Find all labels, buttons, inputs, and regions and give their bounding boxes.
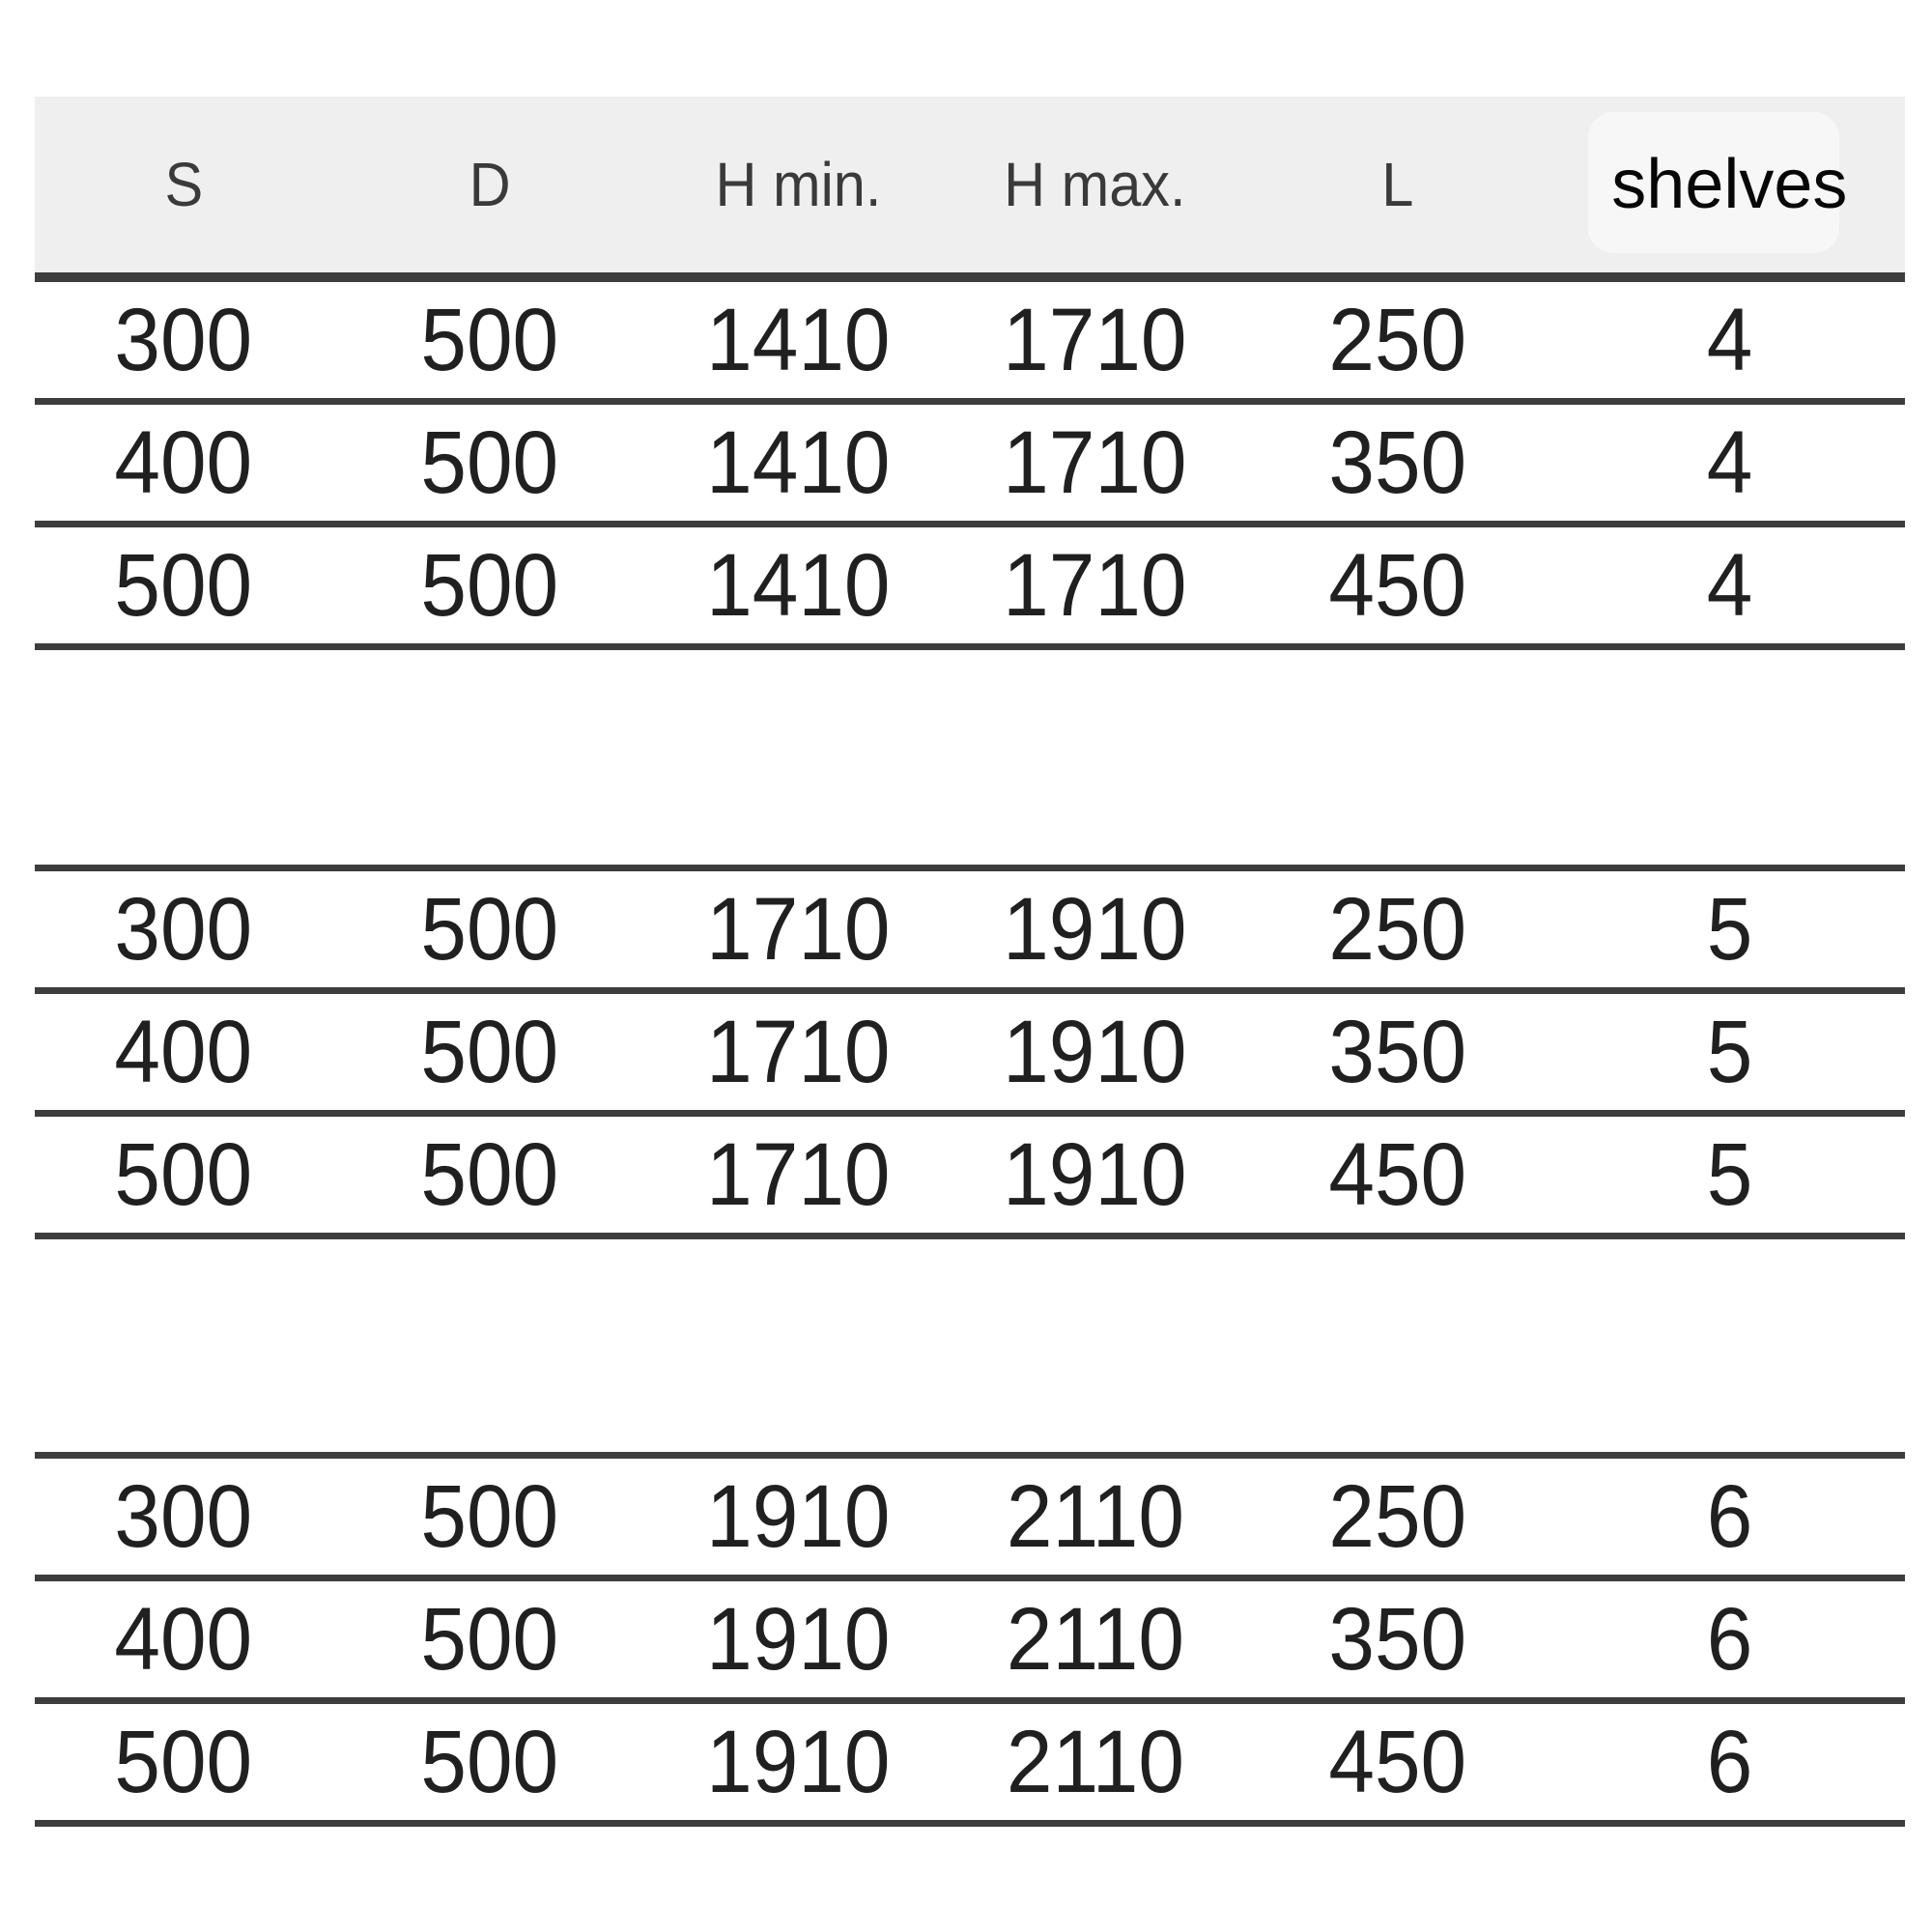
value-d: 500 — [420, 1589, 559, 1689]
spec-table — [35, 97, 1905, 1827]
header-cell-h-min — [647, 149, 949, 220]
cell-h-min — [647, 412, 949, 514]
value-h-min: 1910 — [705, 1466, 891, 1566]
value-s: 400 — [114, 412, 253, 512]
cell-l — [1241, 290, 1554, 391]
header-label-s: S — [164, 150, 204, 219]
cell-shelves — [1554, 879, 1905, 980]
value-shelves: 4 — [1706, 290, 1753, 389]
value-d: 500 — [420, 535, 559, 635]
cell-l — [1241, 1466, 1554, 1568]
value-s: 300 — [114, 879, 253, 979]
cell-h-min — [647, 535, 949, 637]
cell-l — [1241, 1124, 1554, 1226]
value-d: 500 — [420, 290, 559, 389]
value-s: 500 — [114, 1124, 253, 1224]
value-d: 500 — [420, 1124, 559, 1224]
value-l: 250 — [1328, 1466, 1467, 1566]
value-shelves: 5 — [1706, 1002, 1753, 1101]
header-cell-l — [1241, 149, 1554, 220]
value-shelves: 6 — [1706, 1712, 1753, 1811]
cell-h-min — [647, 1589, 949, 1690]
cell-h-min — [647, 1712, 949, 1813]
cell-d — [332, 412, 646, 514]
value-shelves: 5 — [1706, 879, 1753, 979]
value-shelves: 6 — [1706, 1466, 1753, 1566]
cell-l — [1241, 1002, 1554, 1103]
table-row — [35, 1459, 1905, 1581]
value-h-min: 1710 — [705, 1124, 891, 1224]
value-h-max: 1910 — [1003, 1002, 1187, 1101]
cell-l — [1241, 1589, 1554, 1690]
value-h-max: 2110 — [1006, 1466, 1184, 1566]
header-cell-shelves — [1554, 145, 1905, 224]
value-s: 400 — [114, 1589, 253, 1689]
value-h-min: 1410 — [705, 290, 891, 389]
cell-shelves — [1554, 535, 1905, 637]
cell-h-max — [949, 290, 1241, 391]
value-d: 500 — [420, 879, 559, 979]
cell-s — [35, 1002, 332, 1103]
cell-h-max — [949, 1712, 1241, 1813]
cell-d — [332, 535, 646, 637]
value-h-min: 1410 — [705, 412, 891, 512]
cell-s — [35, 1466, 332, 1568]
value-h-max: 1710 — [1003, 535, 1187, 635]
cell-d — [332, 1466, 646, 1568]
cell-h-min — [647, 879, 949, 980]
cell-s — [35, 879, 332, 980]
cell-d — [332, 879, 646, 980]
cell-shelves — [1554, 1124, 1905, 1226]
table-row — [35, 527, 1905, 650]
cell-h-min — [647, 290, 949, 391]
cell-h-max — [949, 1124, 1241, 1226]
cell-s — [35, 290, 332, 391]
cell-h-max — [949, 1002, 1241, 1103]
value-h-min: 1910 — [705, 1589, 891, 1689]
value-s: 500 — [114, 535, 253, 635]
table-row — [35, 1581, 1905, 1704]
cell-s — [35, 1124, 332, 1226]
table-row — [35, 405, 1905, 527]
value-l: 350 — [1328, 1002, 1467, 1101]
cell-d — [332, 1712, 646, 1813]
value-shelves: 4 — [1706, 535, 1753, 635]
header-label-shelves: shelves — [1611, 146, 1848, 223]
cell-d — [332, 1589, 646, 1690]
cell-h-min — [647, 1002, 949, 1103]
value-h-max: 2110 — [1006, 1712, 1184, 1811]
cell-h-min — [647, 1466, 949, 1568]
cell-h-max — [949, 412, 1241, 514]
value-shelves: 4 — [1706, 412, 1753, 512]
value-s: 300 — [114, 1466, 253, 1566]
cell-h-max — [949, 1589, 1241, 1690]
cell-h-max — [949, 879, 1241, 980]
table-group-4-shelves — [35, 282, 1905, 650]
value-l: 450 — [1328, 535, 1467, 635]
table-header-row — [35, 97, 1905, 282]
cell-s — [35, 412, 332, 514]
cell-shelves — [1554, 1466, 1905, 1568]
header-label-l: L — [1381, 150, 1414, 219]
table-group-6-shelves — [35, 1452, 1905, 1827]
value-h-max: 2110 — [1006, 1589, 1184, 1689]
value-h-min: 1710 — [705, 1002, 891, 1101]
cell-d — [332, 290, 646, 391]
value-h-min: 1710 — [705, 879, 891, 979]
value-d: 500 — [420, 1466, 559, 1566]
value-l: 450 — [1328, 1712, 1467, 1811]
cell-d — [332, 1124, 646, 1226]
cell-h-max — [949, 1466, 1241, 1568]
cell-l — [1241, 1712, 1554, 1813]
value-l: 350 — [1328, 1589, 1467, 1689]
value-s: 500 — [114, 1712, 253, 1811]
header-cell-d — [332, 149, 646, 220]
table-row — [35, 1117, 1905, 1239]
value-shelves: 5 — [1706, 1124, 1753, 1224]
value-l: 250 — [1328, 879, 1467, 979]
value-s: 300 — [114, 290, 253, 389]
cell-h-max — [949, 535, 1241, 637]
cell-l — [1241, 879, 1554, 980]
cell-s — [35, 535, 332, 637]
cell-shelves — [1554, 1002, 1905, 1103]
value-h-max: 1910 — [1003, 1124, 1187, 1224]
cell-h-min — [647, 1124, 949, 1226]
cell-s — [35, 1712, 332, 1813]
value-l: 250 — [1328, 290, 1467, 389]
value-h-max: 1910 — [1003, 879, 1187, 979]
value-d: 500 — [420, 412, 559, 512]
value-shelves: 6 — [1706, 1589, 1753, 1689]
table-group-5-shelves — [35, 865, 1905, 1239]
value-d: 500 — [420, 1002, 559, 1101]
header-label-h-max: H max. — [1004, 150, 1187, 219]
value-l: 350 — [1328, 412, 1467, 512]
cell-l — [1241, 412, 1554, 514]
value-h-min: 1410 — [705, 535, 891, 635]
table-row — [35, 282, 1905, 405]
value-d: 500 — [420, 1712, 559, 1811]
value-l: 450 — [1328, 1124, 1467, 1224]
cell-d — [332, 1002, 646, 1103]
value-h-max: 1710 — [1003, 412, 1187, 512]
header-label-h-min: H min. — [715, 150, 882, 219]
table-row — [35, 871, 1905, 994]
value-h-min: 1910 — [705, 1712, 891, 1811]
table-row — [35, 994, 1905, 1117]
header-label-d: D — [469, 150, 511, 219]
value-s: 400 — [114, 1002, 253, 1101]
header-cell-h-max — [949, 149, 1241, 220]
header-cell-s — [35, 149, 332, 220]
cell-shelves — [1554, 290, 1905, 391]
cell-s — [35, 1589, 332, 1690]
cell-shelves — [1554, 1589, 1905, 1690]
cell-l — [1241, 535, 1554, 637]
value-h-max: 1710 — [1003, 290, 1187, 389]
cell-shelves — [1554, 1712, 1905, 1813]
cell-shelves — [1554, 412, 1905, 514]
table-row — [35, 1704, 1905, 1827]
